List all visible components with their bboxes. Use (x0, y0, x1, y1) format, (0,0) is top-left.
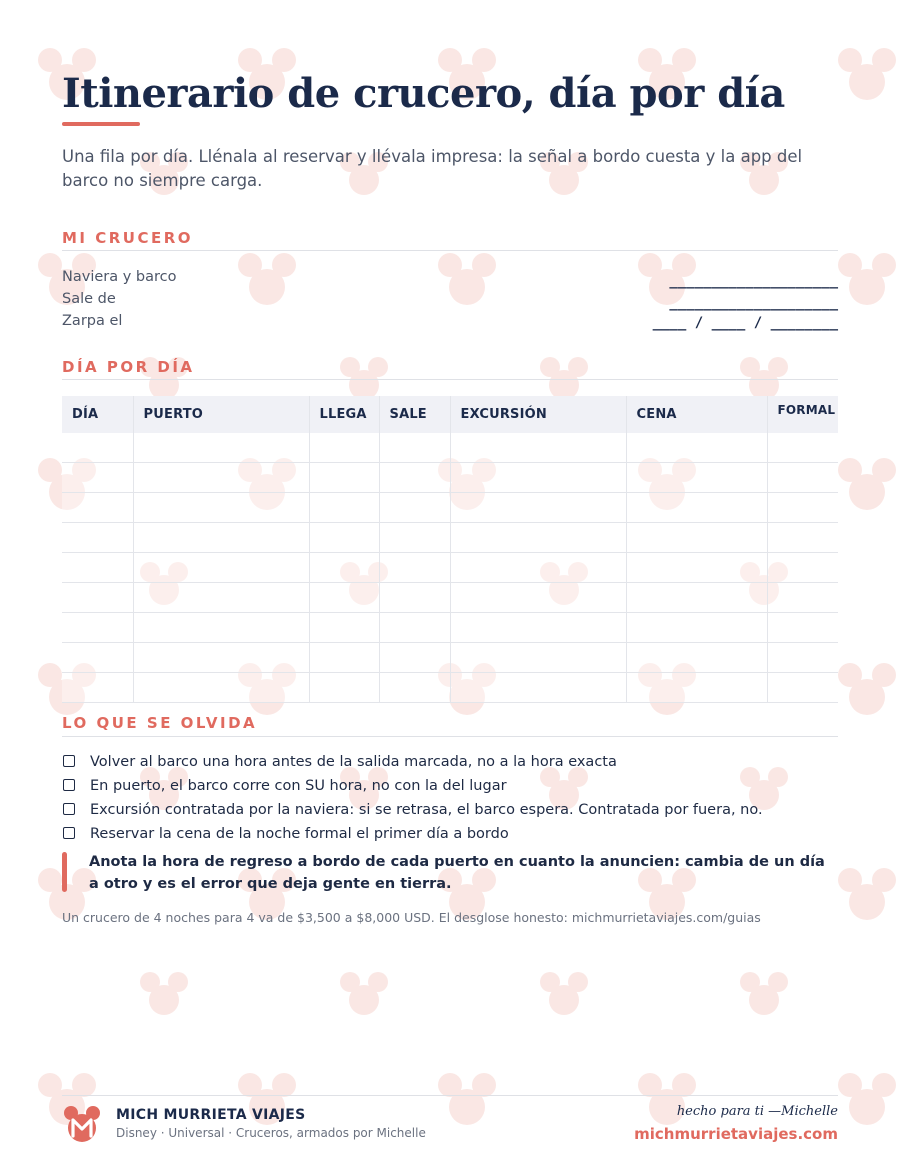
table-row (62, 433, 838, 463)
table-cell[interactable] (767, 583, 838, 613)
section-heading-dia-por-dia: DÍA POR DÍA (62, 358, 195, 376)
itinerary-table (62, 396, 838, 703)
table-cell[interactable] (379, 643, 450, 673)
table-cell[interactable] (133, 673, 309, 703)
table-row (62, 643, 838, 673)
section-heading-lo-que-se-olvida: LO QUE SE OLVIDA (62, 714, 258, 732)
table-row (62, 583, 838, 613)
table-cell[interactable] (767, 613, 838, 643)
table-cell[interactable] (379, 613, 450, 643)
column-header-excursion: EXCURSIÓN (450, 396, 626, 433)
reminder-checklist (62, 750, 842, 846)
table-cell[interactable] (450, 523, 626, 553)
table-cell[interactable] (379, 463, 450, 493)
table-cell[interactable] (626, 433, 767, 463)
checkbox[interactable] (63, 755, 75, 767)
checkbox[interactable] (63, 779, 75, 791)
checklist-item (62, 750, 842, 774)
table-row (62, 523, 838, 553)
table-cell[interactable] (62, 673, 133, 703)
page-subtitle: Una fila por día. Llénala al reservar y llévala impresa: la señal a bordo cuesta y la app del barco no siempre carga. (62, 147, 803, 190)
table-cell[interactable] (62, 463, 133, 493)
table-cell[interactable] (626, 643, 767, 673)
callout-note: Anota la hora de regreso a bordo de cada puerto en cuanto la anuncien: cambia de un día a otro y es el error que deja gente en tierra. (89, 854, 825, 892)
table-cell[interactable] (62, 433, 133, 463)
section-divider (62, 736, 838, 737)
table-cell[interactable] (379, 493, 450, 523)
table-row (62, 493, 838, 523)
table-cell[interactable] (309, 463, 379, 493)
section-heading-mi-crucero: MI CRUCERO (62, 229, 194, 247)
column-header-cena: CENA (626, 396, 767, 433)
table-cell[interactable] (309, 523, 379, 553)
table-cell[interactable] (767, 643, 838, 673)
brand-name: MICH MURRIETA VIAJES (116, 1107, 306, 1123)
table-row (62, 673, 838, 703)
table-cell[interactable] (450, 493, 626, 523)
callout-accent-bar (62, 852, 67, 892)
checklist-item (62, 822, 842, 846)
table-cell[interactable] (133, 463, 309, 493)
table-row (62, 613, 838, 643)
checkbox[interactable] (63, 827, 75, 839)
table-cell[interactable] (626, 583, 767, 613)
table-cell[interactable] (309, 643, 379, 673)
field-blank-naviera[interactable]: ____________________ (669, 273, 838, 289)
table-cell[interactable] (309, 493, 379, 523)
table-cell[interactable] (767, 673, 838, 703)
table-cell[interactable] (767, 523, 838, 553)
brand-tagline: Disney · Universal · Cruceros, armados por Michelle (116, 1126, 426, 1140)
table-cell[interactable] (450, 463, 626, 493)
table-header-row (62, 396, 838, 433)
field-blank-zarpa-el[interactable]: ____ / ____ / ________ (652, 315, 838, 331)
table-cell[interactable] (133, 553, 309, 583)
table-cell[interactable] (626, 523, 767, 553)
table-cell[interactable] (450, 553, 626, 583)
table-cell[interactable] (309, 613, 379, 643)
table-cell[interactable] (133, 613, 309, 643)
website-link[interactable]: michmurrietaviajes.com (634, 1125, 838, 1143)
table-cell[interactable] (379, 553, 450, 583)
table-row (62, 463, 838, 493)
table-cell[interactable] (767, 463, 838, 493)
table-cell[interactable] (133, 643, 309, 673)
table-cell[interactable] (62, 613, 133, 643)
checklist-item (62, 774, 842, 798)
checkbox[interactable] (63, 803, 75, 815)
table-cell[interactable] (626, 613, 767, 643)
table-cell[interactable] (626, 673, 767, 703)
table-cell[interactable] (133, 433, 309, 463)
column-header-dia: DÍA (62, 396, 133, 433)
table-row (62, 553, 838, 583)
table-cell[interactable] (62, 553, 133, 583)
table-cell[interactable] (767, 433, 838, 463)
checklist-item-text: Excursión contratada por la naviera: si se retrasa, el barco espera. Contratada por fuera, no. (90, 802, 763, 818)
table-cell[interactable] (767, 553, 838, 583)
title-underline (62, 122, 140, 126)
field-blank-sale-de[interactable]: ____________________ (669, 295, 838, 311)
price-fineprint: Un crucero de 4 noches para 4 va de $3,500 a $8,000 USD. El desglose honesto: michmurrietaviajes.com/guias (62, 910, 761, 925)
table-cell[interactable] (767, 493, 838, 523)
table-cell[interactable] (450, 613, 626, 643)
mickey-m-logo-icon (62, 1104, 102, 1144)
table-cell[interactable] (379, 433, 450, 463)
checklist-item-text: Volver al barco una hora antes de la salida marcada, no a la hora exacta (90, 754, 617, 770)
column-header-llega: LLEGA (309, 396, 379, 433)
checklist-item-text: En puerto, el barco corre con SU hora, no con la del lugar (90, 778, 507, 794)
table-cell[interactable] (62, 523, 133, 553)
table-cell[interactable] (62, 583, 133, 613)
checklist-item-text: Reservar la cena de la noche formal el primer día a bordo (90, 826, 509, 842)
field-label-naviera: Naviera y barco (62, 269, 177, 285)
table-cell[interactable] (450, 583, 626, 613)
table-cell[interactable] (379, 583, 450, 613)
column-header-sale: SALE (379, 396, 450, 433)
page-title: Itinerario de crucero, día por día (62, 70, 785, 117)
table-cell[interactable] (309, 553, 379, 583)
section-divider (62, 250, 838, 251)
table-cell[interactable] (133, 583, 309, 613)
field-label-sale-de: Sale de (62, 291, 116, 307)
table-cell[interactable] (626, 493, 767, 523)
table-cell[interactable] (62, 643, 133, 673)
table-cell[interactable] (309, 583, 379, 613)
table-cell[interactable] (309, 673, 379, 703)
section-divider (62, 379, 838, 380)
column-header-formal: FORMAL (767, 396, 838, 433)
table-cell[interactable] (133, 523, 309, 553)
field-label-zarpa-el: Zarpa el (62, 313, 123, 329)
column-header-puerto: PUERTO (133, 396, 309, 433)
table-cell[interactable] (450, 673, 626, 703)
table-cell[interactable] (379, 673, 450, 703)
table-cell[interactable] (309, 433, 379, 463)
table-cell[interactable] (450, 433, 626, 463)
table-cell[interactable] (379, 523, 450, 553)
table-cell[interactable] (626, 553, 767, 583)
signature: hecho para ti —Michelle (676, 1104, 838, 1119)
table-cell[interactable] (626, 463, 767, 493)
table-cell[interactable] (62, 493, 133, 523)
table-cell[interactable] (450, 643, 626, 673)
footer-divider (62, 1095, 838, 1096)
checklist-item (62, 798, 842, 822)
table-cell[interactable] (133, 493, 309, 523)
